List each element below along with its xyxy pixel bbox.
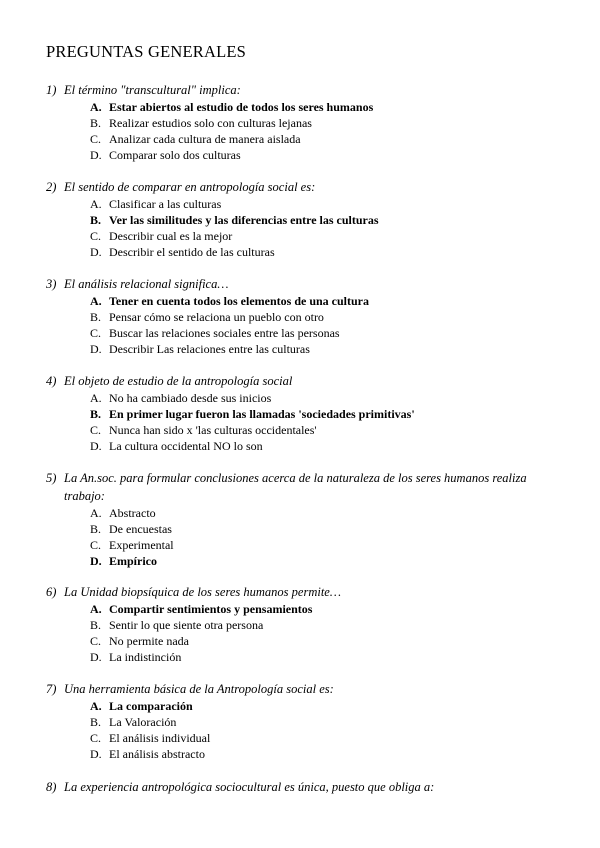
question-text: El objeto de estudio de la antropología social (64, 374, 293, 388)
question-number: 3) (46, 277, 57, 291)
question-text: El sentido de comparar en antropología social es: (64, 180, 316, 194)
question-number: 5) (46, 471, 57, 485)
question-number: 1) (46, 83, 57, 97)
question-number: 2) (46, 180, 57, 194)
question-number: 6) (46, 585, 57, 599)
question-text: Una herramienta básica de la Antropología social es: (64, 682, 334, 696)
question-text: El término "transcultural" implica: (64, 83, 241, 97)
question-text: El análisis relacional significa… (64, 277, 229, 291)
question-text: La Unidad biopsíquica de los seres humanos permite… (64, 585, 341, 599)
question-text: La experiencia antropológica sociocultural es única, puesto que obliga a: (64, 780, 435, 794)
page-title: PREGUNTAS GENERALES (46, 42, 247, 61)
question-number: 8) (46, 780, 57, 794)
question-number: 7) (46, 682, 57, 696)
question-text-continued: trabajo: (64, 489, 105, 503)
question-number: 4) (46, 374, 57, 388)
document-page: PREGUNTAS GENERALES 1) El término "transcultural" implica: A. Estar abiertos al estudio de todos los seres humanos B. Realizar estudios solo con culturas lejanas C. Analizar cada cultura de manera aislada D. Comparar solo dos culturas 2) El sentido de comparar en antropología social es: A. Clasificar a las culturas B. Ver las similitudes y las diferencias entre las culturas C. Describir cual es la mejor D. Describir el sentido de las culturas 3) El análisis relacional significa… A. Tener en cuenta todos los elementos de una cultura B. Pensar cómo se relaciona un pueblo con otro C. Buscar las relaciones sociales entre las personas D. Describir Las relaciones entre las culturas 4) El objeto de estudio de la antropología social A. No ha cambiado desde sus inicios B. En primer lugar fueron las llamadas 'sociedades primitivas' C. Nunca han sido x 'las culturas occidentales' D. La cultura occidental NO lo son 5) La An.soc. para formular conclusiones acerca de la naturaleza de los seres humanos realiza trabajo: A. Abstracto B. De encuestas C. Experimental D. Empírico 6) La Unidad biopsíquica de los seres humanos permite… A. Compartir sentimientos y pensamientos B. Sentir lo que siente otra persona C. No permite nada D. La indistinción 7) Una herramienta básica de la Antropología social es: A. La comparación B. La Valoración C. El análisis individual D. El análisis abstracto 8) La experiencia antropológica sociocultural es única, puesto que obliga a: (0, 0, 600, 848)
question-text: La An.soc. para formular conclusiones acerca de la naturaleza de los seres humanos realiza (64, 471, 527, 485)
